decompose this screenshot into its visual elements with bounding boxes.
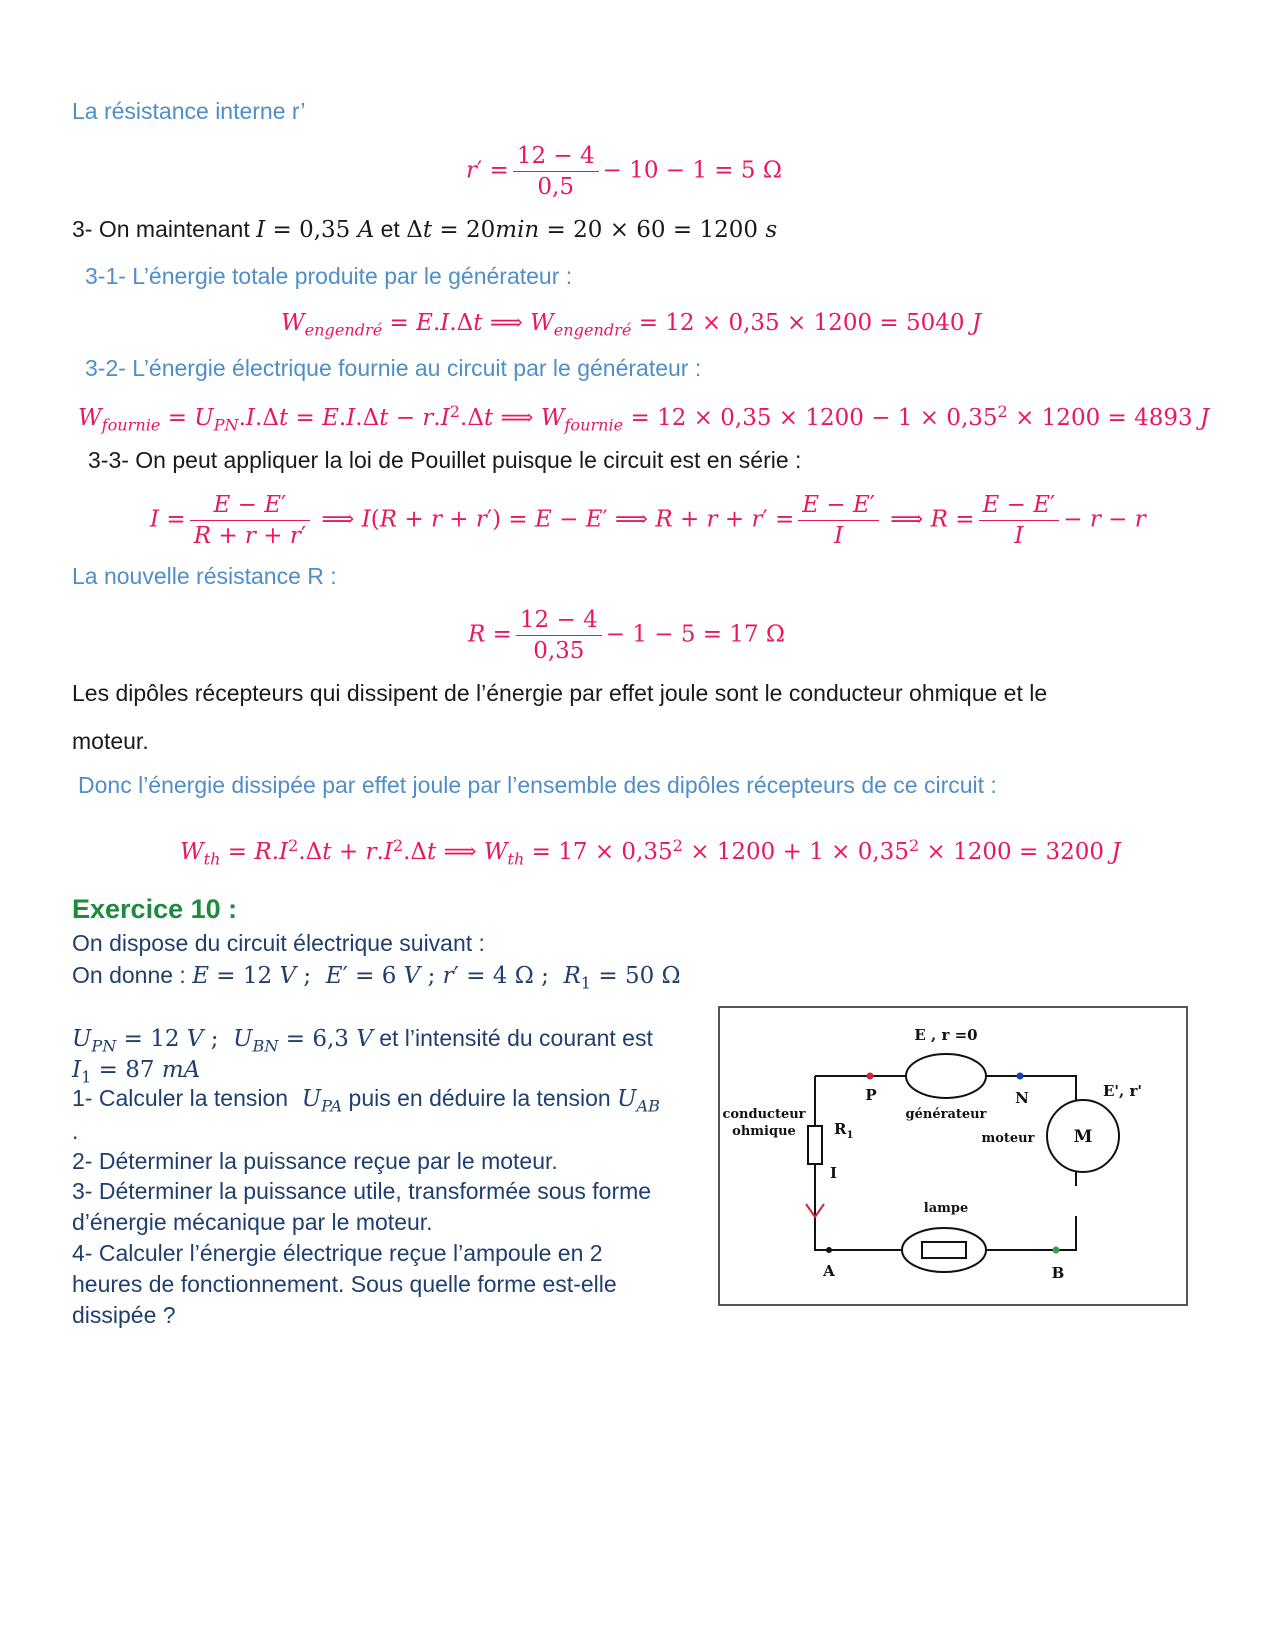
new-r-heading: La nouvelle résistance R : — [72, 563, 337, 589]
generator-label: E , r =0 — [914, 1026, 978, 1044]
node-a-dot — [826, 1247, 832, 1253]
q33-heading: 3-3- On peut appliquer la loi de Pouillet puisque le circuit est en série : — [88, 447, 802, 473]
terminal-n-dot — [1017, 1073, 1024, 1080]
q31-heading: 3-1- L’énergie totale produite par le générateur : — [85, 263, 573, 289]
generator-name: générateur — [905, 1107, 987, 1122]
current-label: I — [830, 1164, 838, 1182]
formula-r-prime: r′ = $\frac{12 - 4}{0,5}$ − 10 − 1 = 5 Ω — [466, 143, 782, 200]
motor-name: moteur — [981, 1131, 1035, 1146]
q1-text-b: puis en déduire la tension — [348, 1085, 611, 1111]
q32-heading: 3-2- L’énergie électrique fournie au circuit par le générateur : — [85, 355, 702, 381]
circuit-diagram — [718, 1006, 1188, 1306]
q1-line: 1- Calculer la tension $U_{PA}$ puis en déduire la tension $U_{AB}$ — [72, 1085, 660, 1116]
q3-line-2: d’énergie mécanique par le moteur. — [72, 1209, 433, 1235]
q3-and-text: et — [380, 216, 400, 242]
joule-paragraph-line1: Les dipôles récepteurs qui dissipent de l’énergie par effet joule sont le conducteur ohmique et le — [72, 680, 1048, 706]
resistor-label-line2: ohmique — [732, 1124, 796, 1139]
r-prime-heading: La résistance interne r’ — [72, 98, 306, 124]
q1-text-a: 1- Calculer la tension — [72, 1085, 289, 1111]
voltages-line: $U_{PN} = 12$ V ; $U_{BN} = 6,3$ V et l’intensité du courant est — [72, 1025, 653, 1056]
q2-line: 2- Déterminer la puissance reçue par le moteur. — [72, 1148, 558, 1174]
q4-line-1: 4- Calculer l’énergie électrique reçue l’ampoule en 2 — [72, 1240, 603, 1266]
joule-paragraph-line2: moteur. — [72, 728, 149, 754]
current-text: et l’intensité du courant est — [379, 1025, 653, 1051]
formula-new-r: R = $\frac{12 - 4}{0,35}$ − 1 − 5 = 17 Ω — [468, 607, 786, 664]
exercise-title: Exercice 10 : — [72, 894, 238, 924]
q4-line-2: heures de fonctionnement. Sous quelle forme est-elle — [72, 1271, 617, 1297]
lamp-filament — [922, 1242, 966, 1258]
given-label: On donne : — [72, 962, 186, 988]
terminal-p-label: P — [865, 1086, 877, 1104]
formula-w-fournie: $W_{fournie} = U_{PN}.I.\Delta t = E.I.\Delta t - r.I^2.\Delta t$ ⟹ $W_{fournie} = 12 \times 0,35 \times 1200 - 1 \times 0,35^2 \times 1200 = 4893$ J — [78, 402, 1210, 435]
motor-params: E', r' — [1103, 1082, 1142, 1100]
terminal-n-label: N — [1015, 1089, 1029, 1107]
formula-w-engendre: $W_{engendré} = E.I.\Delta t$ ⟹ $W_{engendré} = 12 \times 0,35 \times 1200 = 5040$ J — [281, 310, 982, 340]
resistor-label-line1: conducteur — [722, 1107, 806, 1122]
q3-intro-line: 3- On maintenant I = 0,35 A et Δt = 20min = 20 × 60 = 1200 s — [72, 216, 778, 243]
lamp-label: lampe — [923, 1201, 969, 1216]
formula-pouillet: I = $\frac{E - E'}{R + r + r'}$ ⟹ I(R + r + r′) = E − E′ ⟹ R + r + r′ = $\frac{E - E'}{I}$ ⟹ R = $\frac{E - E'}{I}$ − r − r — [150, 492, 1146, 549]
formula-w-th: $W_{th} = R.I^2.\Delta t + r.I^2.\Delta t$ ⟹ $W_{th} = 17 \times 0,35^2 \times 1200 + 1 \times 0,35^2 \times 1200 = 3200$ J — [180, 836, 1121, 869]
donc-heading: Donc l’énergie dissipée par effet joule par l’ensemble des dipôles récepteurs de ce circuit : — [78, 772, 997, 798]
given-values-line: On donne : E = 12 V ; E′ = 6 V ; r′ = 4 Ω ; $R_1 = 50$ Ω — [72, 962, 681, 993]
current-value: $I_1 = 87$ mA — [72, 1057, 201, 1087]
exercise-intro: On dispose du circuit électrique suivant : — [72, 930, 485, 956]
q1-period: . — [72, 1118, 79, 1144]
motor-symbol-letter: M — [1073, 1127, 1093, 1147]
q3-line-1: 3- Déterminer la puissance utile, transformée sous forme — [72, 1178, 652, 1204]
node-b-label: B — [1051, 1264, 1065, 1282]
q4-line-3: dissipée ? — [72, 1302, 176, 1328]
generator-symbol — [906, 1054, 986, 1098]
q3-intro-text: 3- On maintenant — [72, 216, 250, 242]
node-b-dot — [1053, 1247, 1060, 1254]
resistor-symbol — [808, 1126, 822, 1164]
node-a-label: A — [823, 1262, 835, 1280]
terminal-p-dot — [867, 1073, 874, 1080]
resistor-r1-label: $R_1$ — [834, 1120, 854, 1141]
